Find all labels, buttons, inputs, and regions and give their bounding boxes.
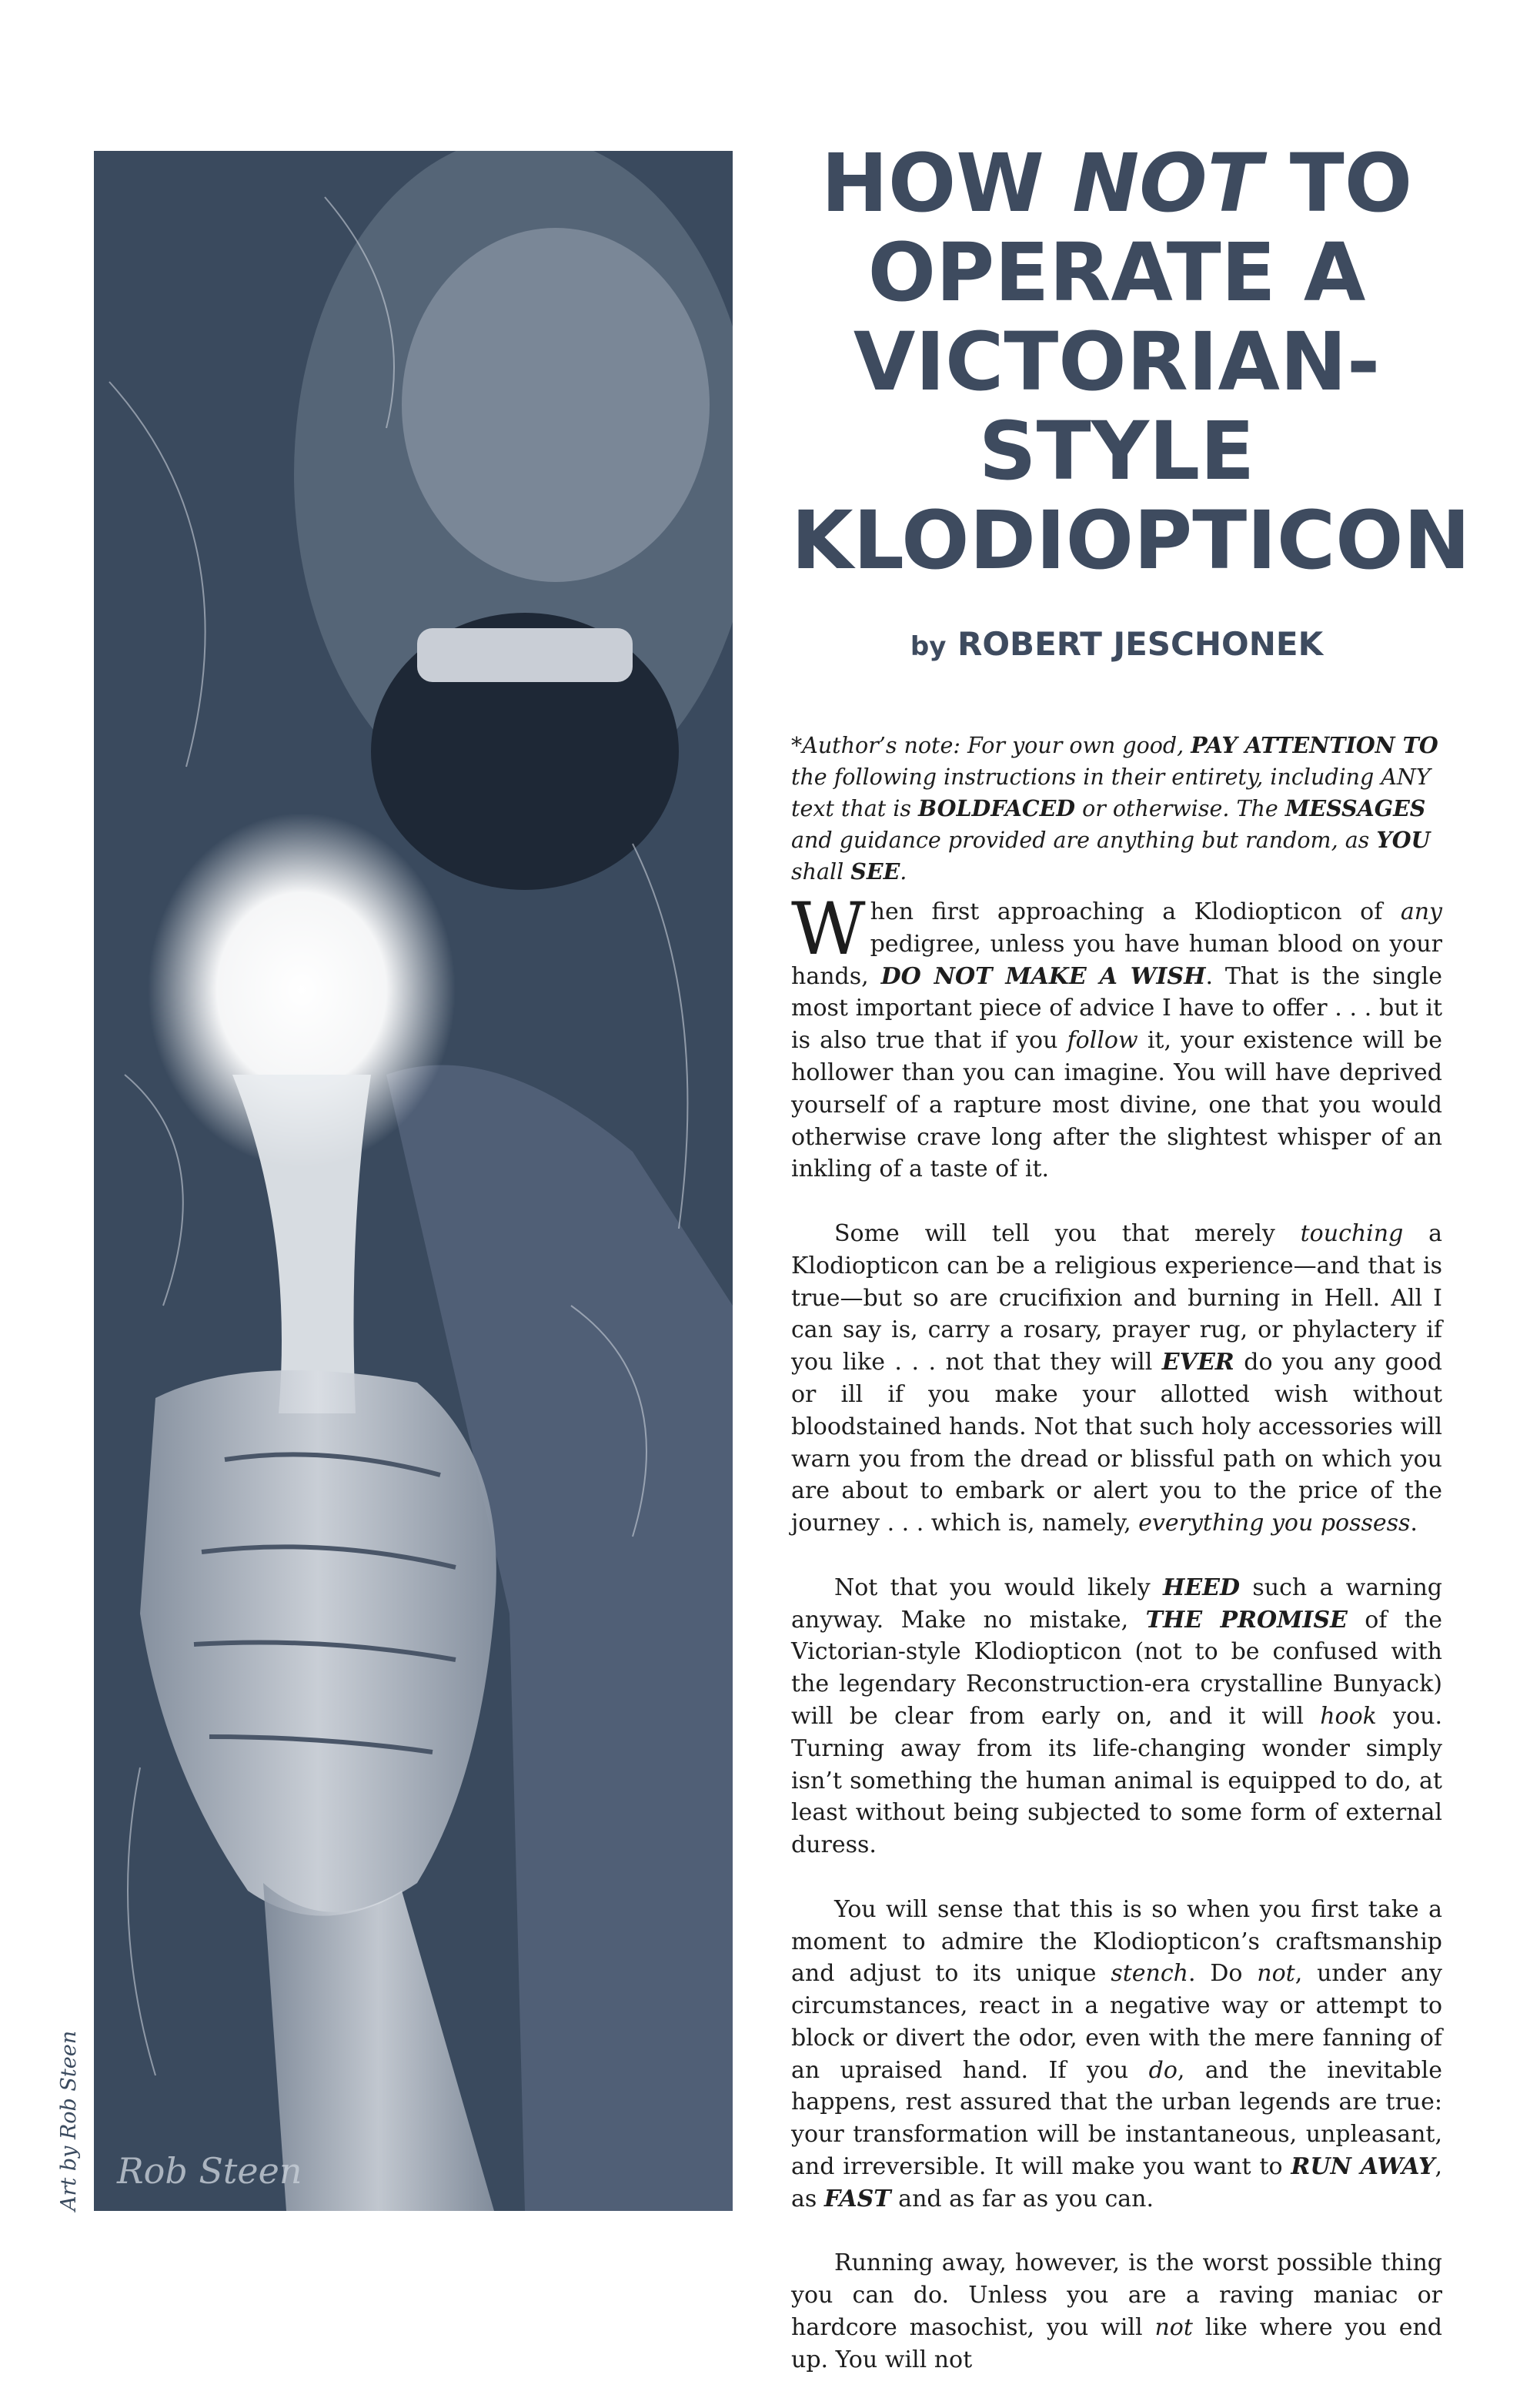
byline: by ROBERT JESCHONEK [910,625,1324,663]
paragraph-3: Not that you would likely HEED such a warning anyway. Make no mistake, THE PROMISE of the Victorian-style Klodiopticon (not to be confused with the legendary Reconstruction-era crystalline Bunyack) will be clear from early on, and it will hook you. Turning away from its life-changing wonder simply isn’t something the human animal is equipped to do, at least without being subjected to some form of external duress. [791,1574,1443,1859]
art-credit: Art by Rob Steen [57,2030,81,2211]
authors-note: *Author’s note: For your own good, PAY ATTENTION TO the following instructions in their entirety, including ANY text that is BOLDFACED or otherwise. The MESSAGES and guidance provided are anything but random, as YOU shall SEE. [791,732,1438,885]
drop-cap: W [791,888,866,972]
title-line-4: STYLE [978,404,1255,498]
paragraph-5: Running away, however, is the worst possible thing you can do. Unless you are a raving maniac or hardcore masochist, you will not like where you end up. You will not [791,2249,1442,2373]
paragraph-4: You will sense that this is so when you first take a moment to admire the Klodiopticon’s craftsmanship and adjust to its unique stench. Do not, under any circumstances, react in a negative way or attempt to block or divert the odor, even with the mere fanning of an upraised hand. If you do, and the inevitable happens, rest assured that the urban legends are true: your transformation will be instantaneous, unpleasant, and irreversible. It will make you want to RUN AWAY, as FAST and as far as you can. [791,1895,1442,2212]
artist-signature: Rob Steen [117,2150,302,2192]
author-name: ROBERT JESCHONEK [957,625,1324,663]
paragraph-2: Some will tell you that merely touching a Klodiopticon can be a religious experience—and that is true—but so are crucifixion and burning in Hell. All I can say is, carry a rosary, prayer rug, or phylactery if you like . . . not that they will EVER do you any good or ill if you make your allotted wish without bloodstained hands. Not that such holy accessories will warn you from the dread or blissful path on which you are about to embark or alert you to the price of the journey . . . which is, namely, everything you possess. [791,1219,1443,1537]
article-title [791,136,1471,587]
paragraph-1: When first approaching a Klodiopticon of any pedigree, unless you have human blood on your hands, DO NOT MAKE A WISH. That is the single most important piece of advice I have to offer . . . but it is also true that if you follow it, your existence will be hollower than you can imagine. You will have deprived yourself of a rapture most divine, one that you would otherwise crave long after the slightest whisper of an inkling of a taste of it. [791,888,1443,1183]
title-line-3: VICTORIAN- [853,315,1381,409]
title-line-2: OPERATE A [867,226,1366,319]
title-line-5: KLODIOPTICON [791,493,1471,587]
title-line-1: HOW NOT TO [820,136,1413,230]
illustration [94,151,733,2211]
illustration-drawing [94,151,733,2211]
article-body [791,888,1443,2408]
